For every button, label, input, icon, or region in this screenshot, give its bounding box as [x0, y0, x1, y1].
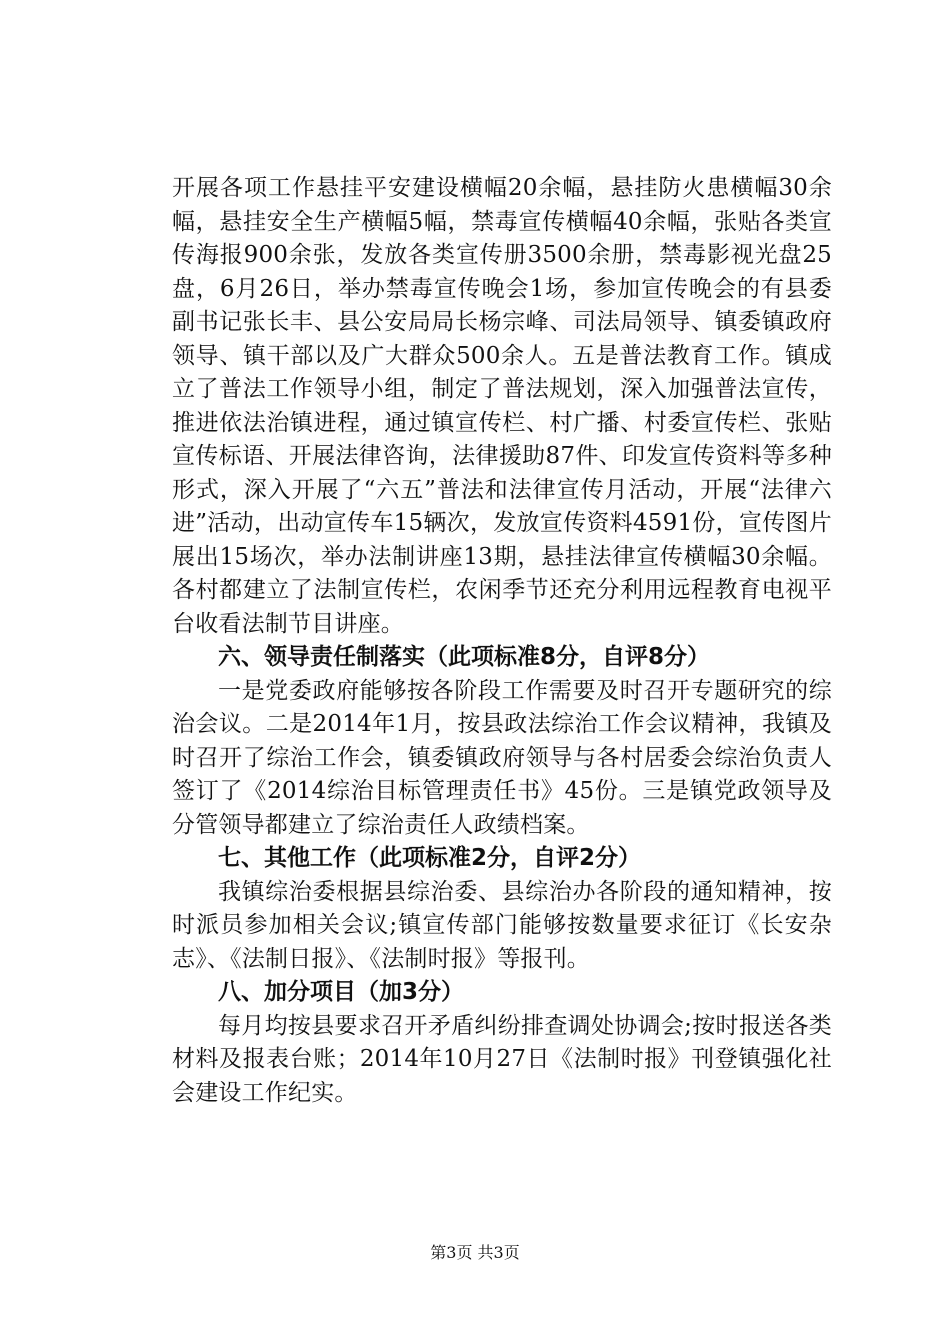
section-heading-other-work: 七、其他工作（此项标准2分，自评2分） [218, 845, 642, 871]
document-body [172, 172, 832, 1110]
paragraph-leadership-responsibility: 一是党委政府能够按各阶段工作需要及时召开专题研究的综治会议。二是2014年1月，按县政法综治工作会议精神，我镇及时召开了综治工作会，镇委镇政府领导与各村居委会综治负责人签订了《2014综治目标管理责任书》45份。三是镇党政领导及分管领导都建立了综治责任人政绩档案。 [172, 677, 832, 838]
paragraph-bonus-items: 每月均按县要求召开矛盾纠纷排查调处协调会;按时报送各类材料及报表台账；2014年10月27日《法制时报》刊登镇强化社会建设工作纪实。 [172, 1012, 832, 1106]
page-footer: 第3页 共3页 [430, 1243, 520, 1262]
paragraph-publicity-and-legal-education: 开展各项工作悬挂平安建设横幅20余幅，悬挂防火患横幅30余幅，悬挂安全生产横幅5幅，禁毒宣传横幅40余幅，张贴各类宣传海报900余张，发放各类宣传册3500余册，禁毒影视光盘25盘，6月26日，举办禁毒宣传晚会1场，参加宣传晚会的有县委副书记张长丰、县公安局局长杨宗峰、司法局领导、镇委镇政府领导、镇干部以及广大群众500余人。五是普法教育工作。镇成立了普法工作领导小组，制定了普法规划，深入加强普法宣传，推进依法治镇进程，通过镇宣传栏、村广播、村委宣传栏、张贴宣传标语、开展法律咨询，法律援助87件、印发宣传资料等多种形式，深入开展了“六五”普法和法律宣传月活动，开展“法律六进”活动，出动宣传车15辆次，发放宣传资料4591份，宣传图片展出15场次，举办法制讲座13期，悬挂法律宣传横幅30余幅。各村都建立了法制宣传栏，农闲季节还充分利用远程教育电视平台收看法制节目讲座。 [172, 175, 832, 637]
section-heading-bonus-items: 八、加分项目（加3分） [218, 979, 465, 1005]
paragraph-other-work: 我镇综治委根据县综治委、县综治办各阶段的通知精神，按时派员参加相关会议;镇宣传部门能够按数量要求征订《长安杂志》、《法制日报》、《法制时报》等报刊。 [172, 878, 832, 972]
section-heading-leadership-responsibility: 六、领导责任制落实（此项标准8分，自评8分） [218, 644, 711, 670]
